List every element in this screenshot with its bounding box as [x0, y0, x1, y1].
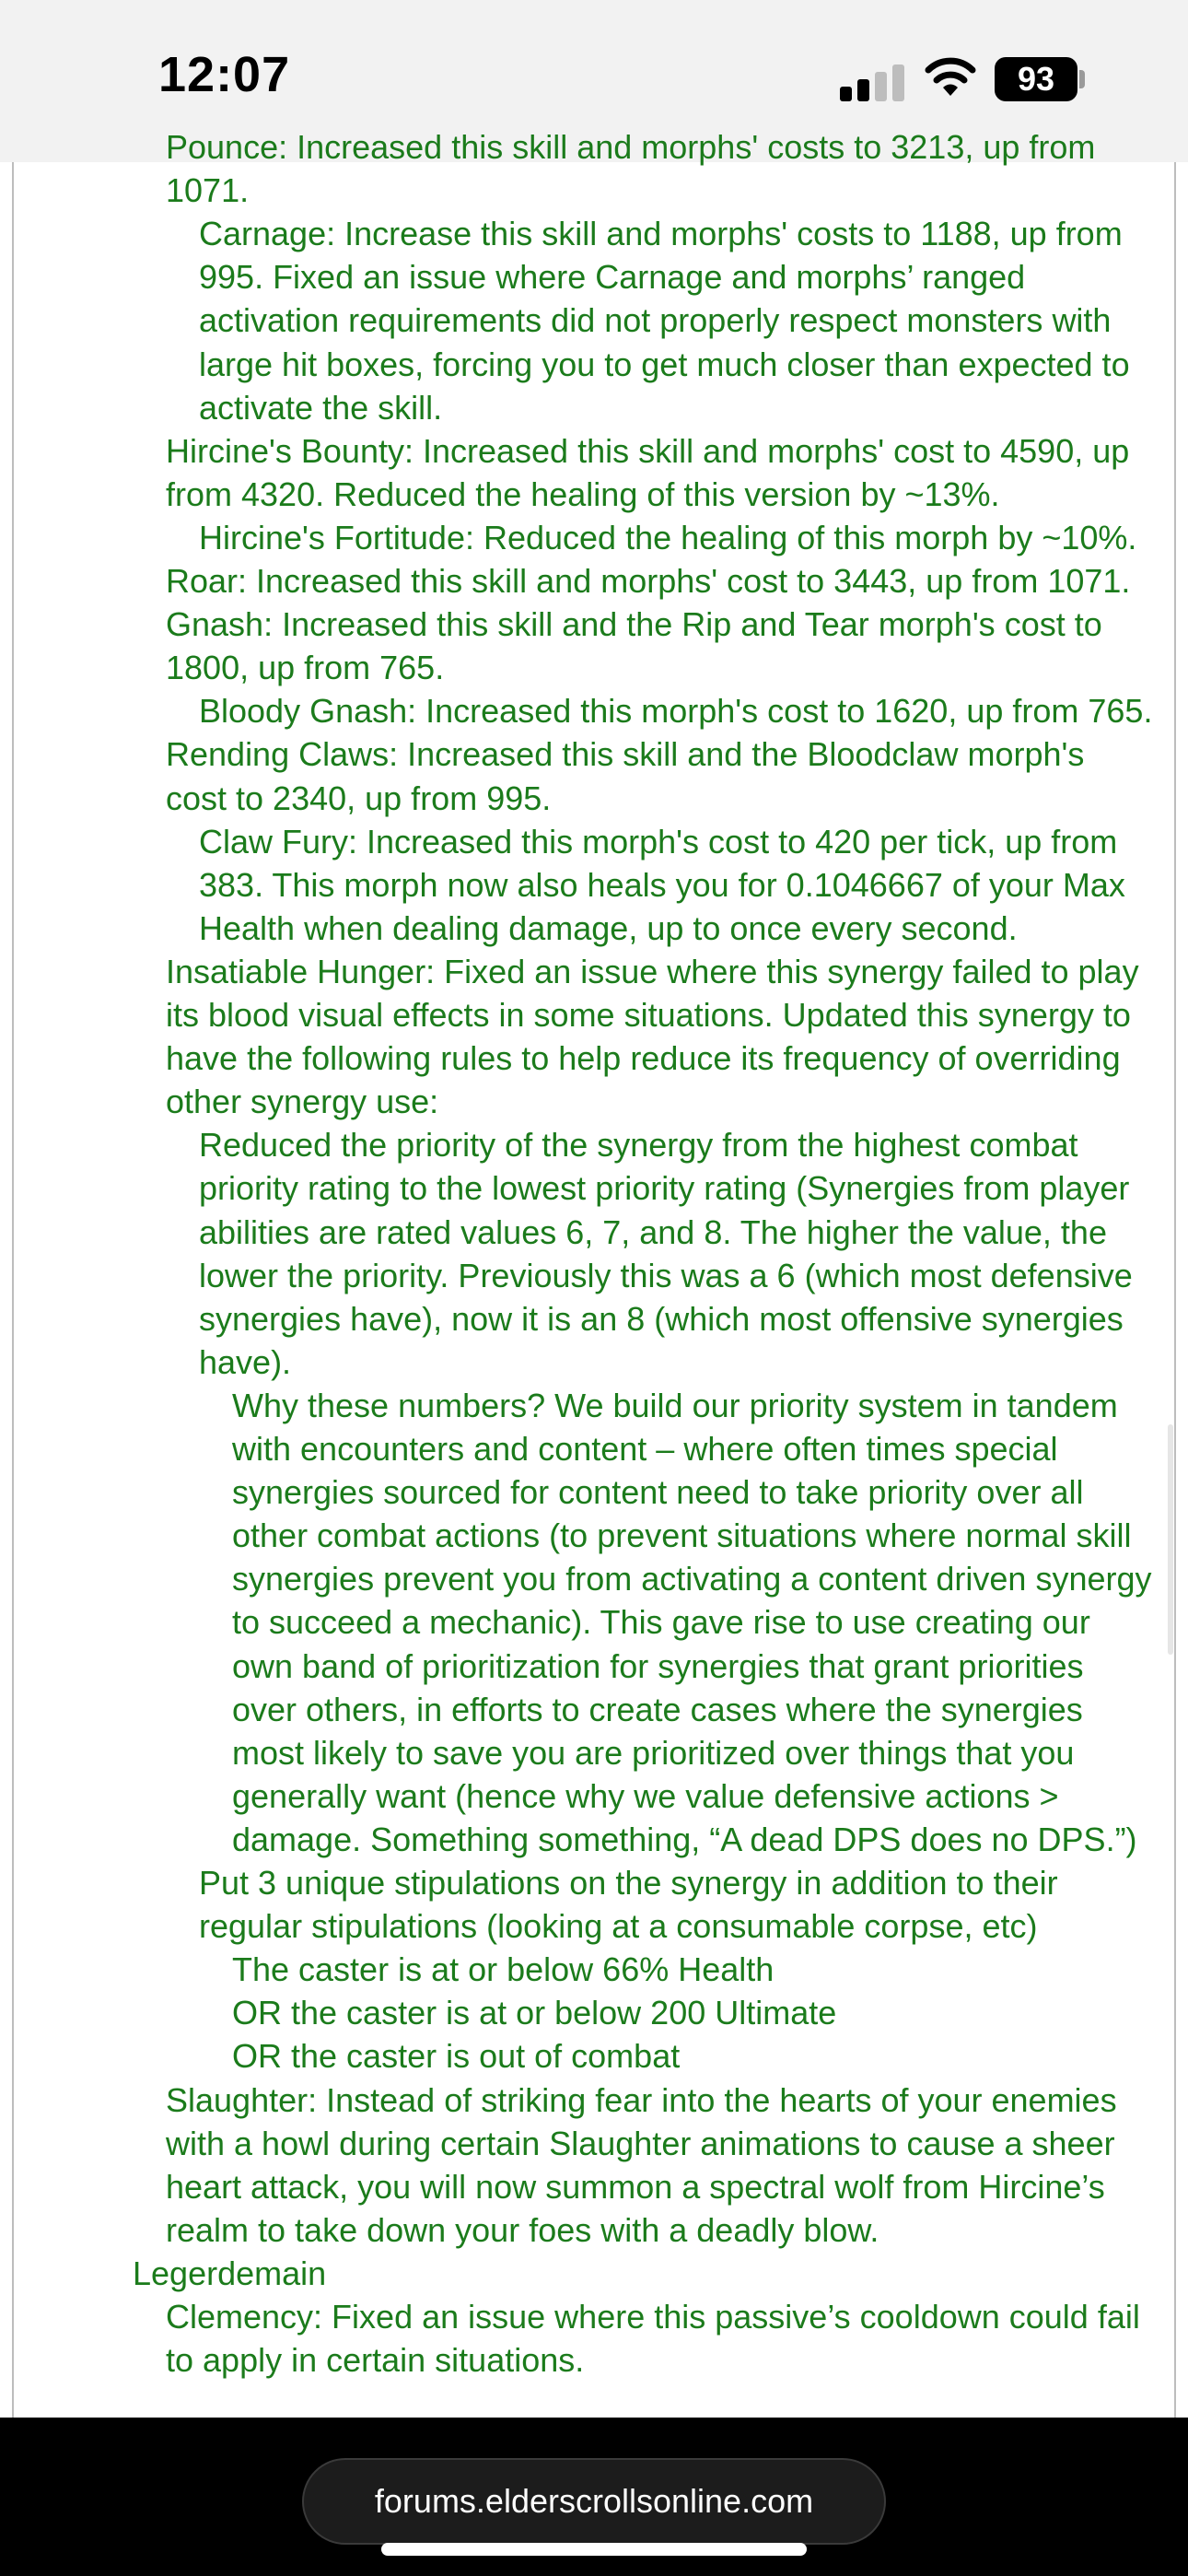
post-line: from 4320. Reduced the healing of this version by ~13%.: [166, 474, 1000, 513]
post-line: own band of prioritization for synergies that grant priorities: [232, 1646, 1084, 1685]
post-line: 383. This morph now also heals you for 0.1046667 of your Max: [199, 865, 1125, 904]
cellular-signal-icon: [840, 64, 904, 101]
battery-level: 93: [1017, 60, 1055, 98]
post-line: priority rating to the lowest priority rating (Synergies from player: [199, 1169, 1130, 1208]
post-line: Gnash: Increased this skill and the Rip and Tear morph's cost to: [166, 605, 1102, 644]
post-line: Clemency: Fixed an issue where this passive’s cooldown could fail: [166, 2298, 1140, 2336]
post-line: 995. Fixed an issue where Carnage and morphs’ ranged: [199, 258, 1026, 297]
post-line: to apply in certain situations.: [166, 2341, 585, 2380]
post-line: Insatiable Hunger: Fixed an issue where this synergy failed to play: [166, 952, 1139, 990]
post-line: Reduced the priority of the synergy from the highest combat: [199, 1126, 1078, 1165]
post-line: have).: [199, 1342, 292, 1381]
post-line: with a howl during certain Slaughter animations to cause a sheer: [166, 2124, 1115, 2162]
post-line: Legerdemain: [133, 2254, 327, 2292]
post-line: Put 3 unique stipulations on the synergy in addition to their: [199, 1864, 1058, 1902]
post-line: generally want (hence why we value defensive actions >: [232, 1776, 1059, 1815]
post-line: abilities are rated values 6, 7, and 8. The higher the value, the: [199, 1212, 1107, 1251]
post-line: damage. Something something, “A dead DPS does no DPS.”): [232, 1820, 1137, 1858]
wifi-icon: [925, 55, 976, 100]
post-line: most likely to save you are prioritized over things that you: [232, 1733, 1075, 1772]
address-bar[interactable]: [302, 2458, 886, 2545]
post-line: Rending Claws: Increased this skill and the Bloodclaw morph's: [166, 735, 1085, 774]
post-line: synergies have), now it is an 8 (which most offensive synergies: [199, 1299, 1124, 1338]
post-line: 1071.: [166, 171, 250, 210]
post-line: large hit boxes, forcing you to get much closer than expected to: [199, 345, 1130, 383]
post-line: Health when dealing damage, up to once every second.: [199, 908, 1018, 947]
address-bar-url: forums.elderscrollsonline.com: [374, 2482, 814, 2520]
post-line: Pounce: Increased this skill and morphs' costs to 3213, up from: [166, 128, 1096, 166]
post-line: cost to 2340, up from 995.: [166, 779, 552, 817]
post-line: activate the skill.: [199, 388, 443, 427]
post-line: regular stipulations (looking at a consumable corpse, etc): [199, 1907, 1038, 1946]
post-line: Roar: Increased this skill and morphs' cost to 3443, up from 1071.: [166, 562, 1131, 600]
post-line: other synergy use:: [166, 1083, 439, 1121]
post-line: have the following rules to help reduce its frequency of overriding: [166, 1039, 1121, 1078]
post-line: with encounters and content – where often times special: [232, 1430, 1058, 1468]
post-line: activation requirements did not properly respect monsters with: [199, 301, 1112, 340]
post-line: to succeed a mechanic). This gave rise to use creating our: [232, 1603, 1090, 1642]
post-line: over others, in efforts to create cases where the synergies: [232, 1690, 1083, 1728]
post-line: Why these numbers? We build our priority system in tandem: [232, 1386, 1118, 1424]
post-line: other combat actions (to prevent situations where normal skill: [232, 1516, 1132, 1555]
home-indicator[interactable]: [381, 2543, 807, 2556]
post-line: Hircine's Fortitude: Reduced the healing of this morph by ~10%.: [199, 518, 1137, 556]
post-line: OR the caster is out of combat: [232, 2037, 681, 2076]
scrollbar[interactable]: [1168, 1424, 1173, 1655]
post-line: synergies prevent you from activating a content driven synergy: [232, 1560, 1152, 1598]
battery-icon: [995, 57, 1077, 101]
status-time: 12:07: [158, 47, 291, 102]
post-line: synergies sourced for content need to take priority over all: [232, 1473, 1084, 1512]
post-line: 1800, up from 765.: [166, 649, 445, 687]
battery-cap-icon: [1079, 70, 1085, 88]
post-line: Slaughter: Instead of striking fear into the hearts of your enemies: [166, 2080, 1117, 2119]
post-line: The caster is at or below 66% Health: [232, 1950, 775, 1989]
post-line: OR the caster is at or below 200 Ultimate: [232, 1994, 837, 2032]
post-line: heart attack, you will now summon a spectral wolf from Hircine’s: [166, 2167, 1105, 2206]
post-line: Hircine's Bounty: Increased this skill and morphs' cost to 4590, up: [166, 431, 1130, 470]
post-line: Carnage: Increase this skill and morphs' costs to 1188, up from: [199, 215, 1123, 253]
page-content[interactable]: [0, 128, 1188, 2418]
post-line: lower the priority. Previously this was a 6 (which most defensive: [199, 1256, 1133, 1294]
post-line: Bloody Gnash: Increased this morph's cost to 1620, up from 765.: [199, 692, 1153, 731]
post-line: Claw Fury: Increased this morph's cost to 420 per tick, up from: [199, 822, 1118, 861]
post-line: its blood visual effects in some situations. Updated this synergy to: [166, 996, 1131, 1034]
post-line: realm to take down your foes with a deadly blow.: [166, 2210, 879, 2249]
